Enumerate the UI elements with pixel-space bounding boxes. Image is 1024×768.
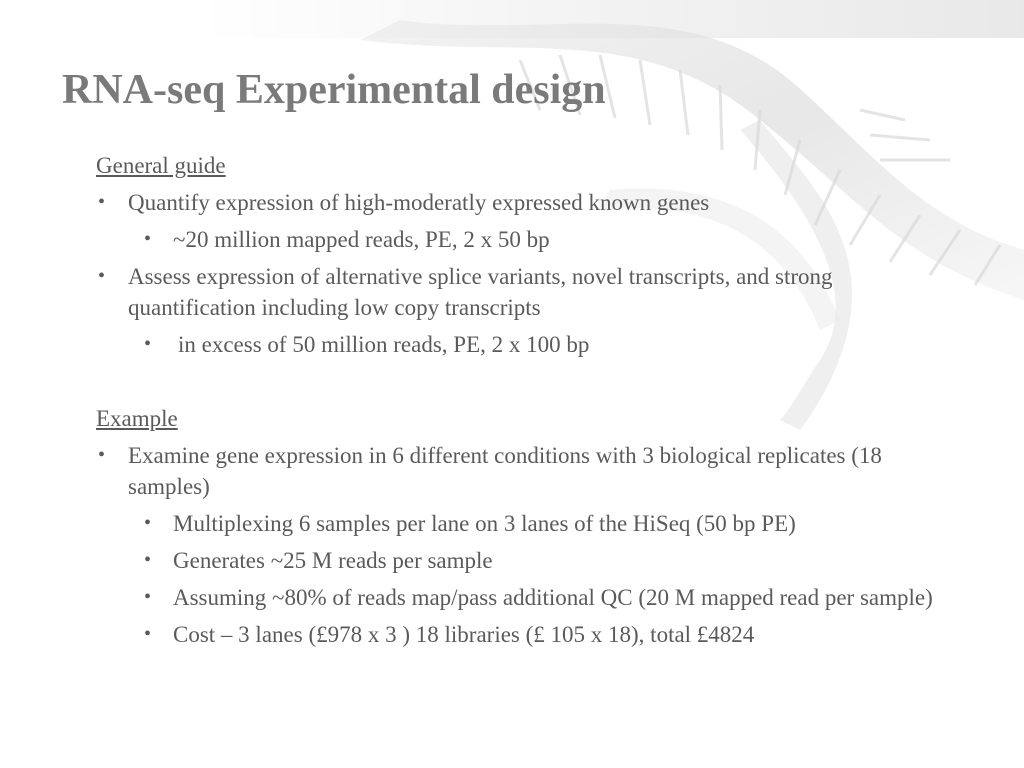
slide-body xyxy=(96,150,936,656)
list-item-text: Assess expression of alternative splice variants, novel transcripts, and strong quantification including low copy transcripts xyxy=(128,264,833,320)
bullet-icon: • xyxy=(144,549,152,571)
list-item-text: in excess of 50 million reads, PE, 2 x 100 bp xyxy=(178,332,590,357)
bullet-icon: • xyxy=(144,586,152,608)
bullet-icon: • xyxy=(144,512,152,534)
list-item xyxy=(96,582,936,613)
list-item-text: Assuming ~80% of reads map/pass additional QC (20 M mapped read per sample) xyxy=(173,585,933,610)
list-item-text: Cost – 3 lanes (£978 x 3 ) 18 libraries (£ 105 x 18), total £4824 xyxy=(173,622,755,647)
list-item-text: Examine gene expression in 6 different conditions with 3 biological replicates (18 samples) xyxy=(128,443,882,499)
list-item xyxy=(96,508,936,539)
list-item-text: Generates ~25 M reads per sample xyxy=(173,548,493,573)
bullet-icon: • xyxy=(98,191,106,213)
slide-title: RNA-seq Experimental design xyxy=(62,67,606,113)
bullet-icon: • xyxy=(98,265,106,287)
list-item xyxy=(96,261,936,323)
bullet-icon: • xyxy=(144,228,152,250)
list-item xyxy=(96,619,936,650)
list-item xyxy=(96,187,936,218)
list-item xyxy=(96,224,936,255)
bullet-icon: • xyxy=(98,444,106,466)
bullet-icon: • xyxy=(144,623,152,645)
section-spacer xyxy=(96,366,936,403)
list-item-text: Quantify expression of high-moderatly expressed known genes xyxy=(128,190,710,215)
section-heading-general-guide: General guide xyxy=(96,153,226,178)
list-item xyxy=(96,545,936,576)
list-item xyxy=(96,440,936,502)
bullet-icon: • xyxy=(144,333,152,355)
section-heading-example: Example xyxy=(96,406,178,431)
list-item-text: ~20 million mapped reads, PE, 2 x 50 bp xyxy=(173,227,550,252)
list-item xyxy=(96,329,936,360)
list-item-text: Multiplexing 6 samples per lane on 3 lanes of the HiSeq (50 bp PE) xyxy=(173,511,796,536)
